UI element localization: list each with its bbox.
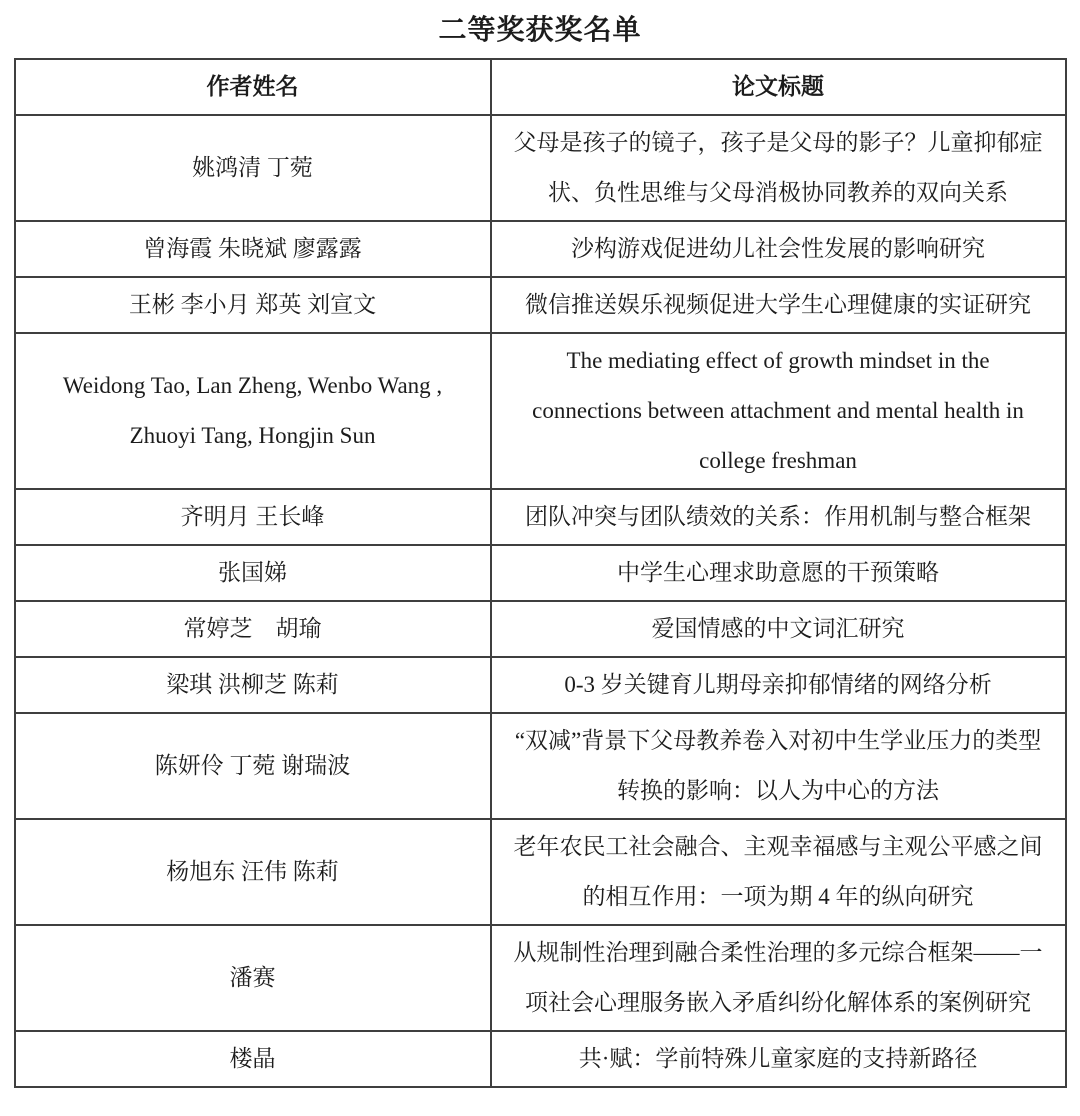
paper-title-cell: 从规制性治理到融合柔性治理的多元综合框架——一项社会心理服务嵌入矛盾纠纷化解体系的案例研究 (491, 925, 1066, 1031)
table-row (15, 277, 1066, 333)
authors-cell: 梁琪 洪柳芝 陈莉 (15, 657, 491, 713)
paper-title-cell: “双减”背景下父母教养卷入对初中生学业压力的类型转换的影响：以人为中心的方法 (491, 713, 1066, 819)
authors-cell: 杨旭东 汪伟 陈莉 (15, 819, 491, 925)
authors-cell: 张国娣 (15, 545, 491, 601)
page-title: 二等奖获奖名单 (438, 15, 642, 46)
header-row (15, 59, 1066, 115)
table-row (15, 1031, 1066, 1087)
authors-cell: Weidong Tao, Lan Zheng, Wenbo Wang , Zhuoyi Tang, Hongjin Sun (15, 333, 491, 489)
table-row (15, 221, 1066, 277)
awards-table (14, 58, 1067, 1088)
table-row (15, 819, 1066, 925)
table-row (15, 545, 1066, 601)
paper-title-cell: 爱国情感的中文词汇研究 (491, 601, 1066, 657)
table-row (15, 333, 1066, 489)
table-body (15, 115, 1066, 1087)
paper-title-cell: 老年农民工社会融合、主观幸福感与主观公平感之间的相互作用：一项为期 4 年的纵向研究 (491, 819, 1066, 925)
authors-cell: 常婷芝 胡瑜 (15, 601, 491, 657)
paper-title-cell: 沙构游戏促进幼儿社会性发展的影响研究 (491, 221, 1066, 277)
paper-title-cell: 父母是孩子的镜子，孩子是父母的影子？儿童抑郁症状、负性思维与父母消极协同教养的双向关系 (491, 115, 1066, 221)
paper-title-cell: 0-3 岁关键育儿期母亲抑郁情绪的网络分析 (491, 657, 1066, 713)
authors-column-header: 作者姓名 (15, 59, 491, 115)
title-column-header: 论文标题 (491, 59, 1066, 115)
paper-title-cell: 中学生心理求助意愿的干预策略 (491, 545, 1066, 601)
paper-title-cell: 团队冲突与团队绩效的关系：作用机制与整合框架 (491, 489, 1066, 545)
authors-cell: 楼晶 (15, 1031, 491, 1087)
authors-cell: 姚鸿清 丁菀 (15, 115, 491, 221)
paper-title-cell: The mediating effect of growth mindset in the connections between attachment and mental health in college freshman (491, 333, 1066, 489)
paper-title-cell: 微信推送娱乐视频促进大学生心理健康的实证研究 (491, 277, 1066, 333)
authors-cell: 曾海霞 朱晓斌 廖露露 (15, 221, 491, 277)
table-row (15, 657, 1066, 713)
authors-cell: 陈妍伶 丁菀 谢瑞波 (15, 713, 491, 819)
authors-cell: 潘赛 (15, 925, 491, 1031)
table-row (15, 713, 1066, 819)
paper-title-cell: 共·赋：学前特殊儿童家庭的支持新路径 (491, 1031, 1066, 1087)
table-row (15, 489, 1066, 545)
table-row (15, 925, 1066, 1031)
authors-cell: 王彬 李小月 郑英 刘宣文 (15, 277, 491, 333)
table-row (15, 115, 1066, 221)
authors-cell: 齐明月 王长峰 (15, 489, 491, 545)
table-row (15, 601, 1066, 657)
